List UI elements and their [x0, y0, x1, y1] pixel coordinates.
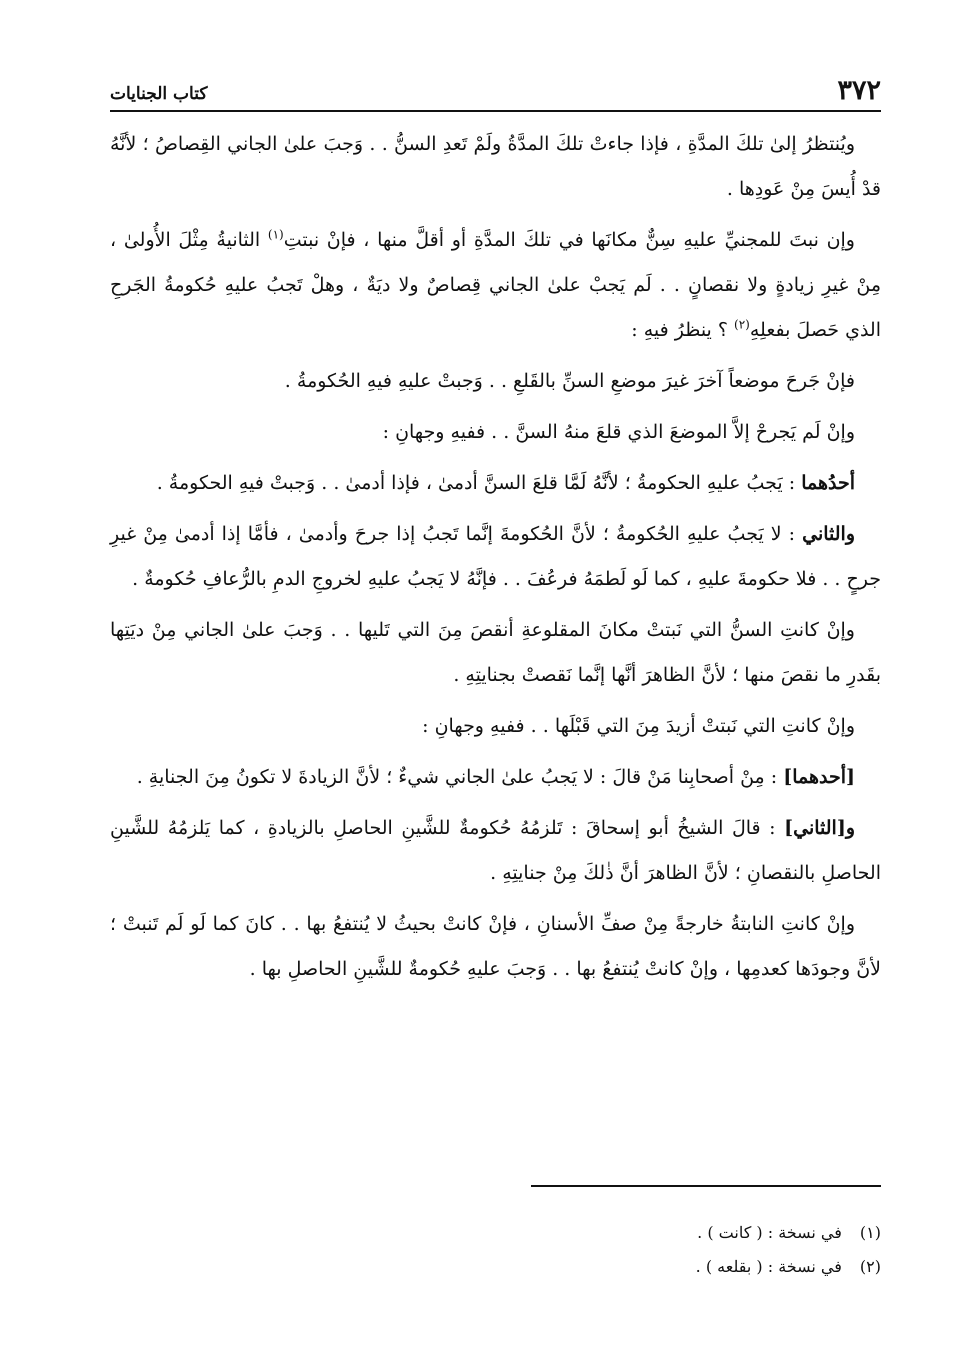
- paragraph-lead: [أحدهما]: [783, 766, 855, 788]
- footnote: [110, 1216, 881, 1250]
- paragraph: وإنْ كانتِ السنُّ التي نَبتتْ مكانَ المقلوعةِ أنقصَ مِنَ التي تَليها . . وَجبَ علىٰ الجاني مِنْ ديَتِها بقَدرِ ما نقصَ منها ؛ لأنَّ الظاهرَ أنَّها إنَّما نَقصتْ بجنايتِهِ .: [110, 619, 881, 686]
- footnote-rule: [531, 1185, 881, 1187]
- paragraph: فإنْ جَرحَ موضعاً آخرَ غيرَ موضعِ السنِّ بالقَلعِ . . وَجبتْ عليهِ فيهِ الحُكومةُ .: [284, 370, 855, 392]
- footnote-ref: (١): [267, 227, 284, 242]
- footnote-text: في نسخة : ( كانت ) .: [697, 1223, 842, 1242]
- paragraph: وإنْ لَم يَجرحْ إلاَّ الموضعَ الذي قلعَ منهُ السنَّ . . ففيهِ وجهانِ :: [382, 421, 855, 443]
- footnotes: [110, 1216, 881, 1284]
- paragraph-lead: والثاني: [802, 523, 855, 545]
- paragraph: [أحدهما] : مِنْ أصحابِنا مَنْ قالَ : لا يَجبُ علىٰ الجاني شيءٌ ؛ لأنَّ الزيادةَ لا تكونُ مِنَ الجنايةِ .: [136, 766, 855, 788]
- book-title: كتاب الجنايات: [110, 84, 208, 104]
- paragraph: ويُنتظرُ إلىٰ تلكَ المدَّةِ ، فإذا جاءتْ تلكَ المدَّةُ ولَمْ تَعدِ السنُّ . . وَجبَ علىٰ الجاني القِصاصُ ؛ لأنَّهُ قدْ أُيسَ مِنْ عَودِها .: [110, 133, 881, 200]
- footnote-number: (٢): [859, 1257, 881, 1276]
- paragraph: وإن نبتَ للمجنيِّ عليهِ سِنٌّ مكانَها في تلكَ المدَّةِ أو أقلَّ منها ، فإنْ نبتتِ$^{(١)}$ الثانيةُ مِثْلَ الأُولىٰ ، مِنْ غيرِ زيادةٍ ولا نقصانٍ . . لَم يَجبْ علىٰ الجاني قِصاصٌ ولا ديَةٌ ، وهلْ تَجبُ عليهِ حُكومةُ الجَرحِ الذي حَصلَ بفعلِهِ$^{(٢)}$ ؟ ينظرُ فيهِ :: [110, 227, 881, 341]
- paragraph: والثاني : لا يَجبُ عليهِ الحُكومةُ ؛ لأنَّ الحُكومةَ إنَّما تَجبُ إذا جرحَ وأدمىٰ ، فأمَّا إذا أدمىٰ مِنْ غيرِ جرحٍ . . فلا حكومةَ عليهِ ، كما لَو لَطمَهُ فرعُفَ . . فإنَّهُ لا يَجبُ عليهِ لخروجِ الدمِ بالرُّعافِ حُكومةٌ .: [110, 523, 881, 590]
- page-header: [110, 70, 881, 106]
- footnote-number: (١): [859, 1223, 881, 1242]
- paragraph-lead: أحدُهما: [801, 472, 855, 494]
- paragraph: وإنْ كانتِ النابتةُ خارجةً مِنْ صفِّ الأسنانِ ، فإنْ كانتْ بحيثُ لا يُنتفعُ بها . . كانَ كما لَو لَم تَنبتْ ؛ لأنَّ وجودَها كعدمِها ، وإنْ كانتْ يُنتفعُ بها . . وَجبَ عليهِ حُكومةٌ للشَّينِ الحاصلِ بها .: [110, 913, 881, 980]
- paragraph-lead: و[الثاني]: [784, 817, 855, 839]
- main-text: [110, 122, 881, 998]
- page-number: ٣٧٢: [837, 75, 881, 106]
- header-rule: [110, 110, 881, 112]
- footnote-ref: (٢): [734, 317, 750, 332]
- paragraph: و[الثاني] : قالَ الشيخُ أبو إسحاقَ : تَلزمُهُ حُكومةٌ للشَّينِ الحاصلِ بالزيادةِ ، كما يَلزمُهُ للشَّينِ الحاصلِ بالنقصانِ ؛ لأنَّ الظاهرَ أنَّ ذٰلكَ مِنْ جنايتِهِ .: [110, 817, 881, 884]
- footnote: [110, 1250, 881, 1284]
- paragraph: أحدُهما : يَجبُ عليهِ الحكومةُ ؛ لأنَّهُ لَمَّا قلعَ السنَّ أدمىٰ ، فإذا أدمىٰ . . وَجبتْ فيهِ الحكومةُ .: [156, 472, 855, 494]
- paragraph: وإنْ كانتِ التي نَبتتْ أزيدَ مِنَ التي قَبْلَها . . ففيهِ وجهانِ :: [422, 715, 855, 737]
- footnote-text: في نسخة : ( بقلعه ) .: [695, 1257, 842, 1276]
